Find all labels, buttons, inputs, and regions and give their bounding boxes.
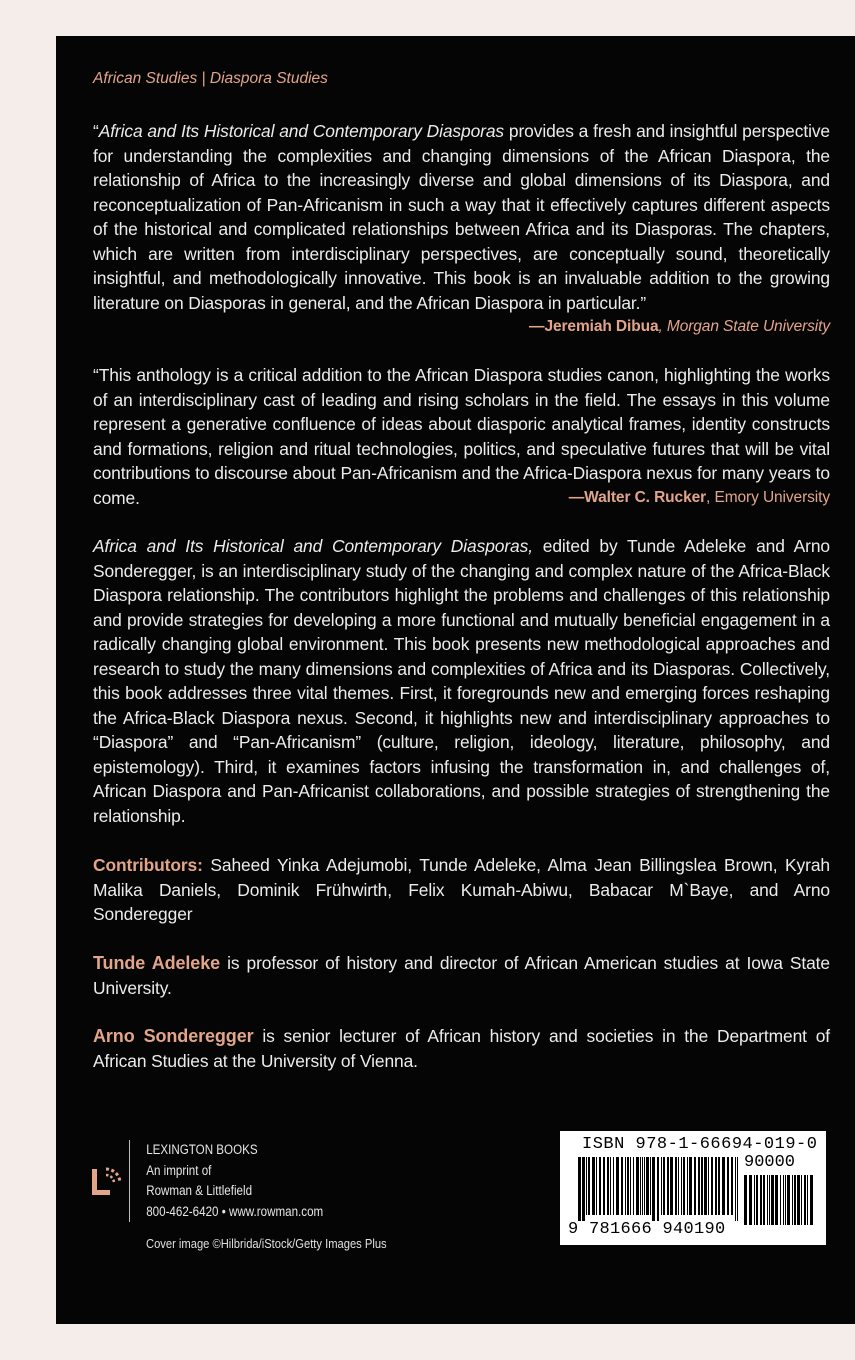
book-back-cover (56, 36, 855, 1324)
barcode-bar (621, 1157, 623, 1215)
barcode-bar (783, 1175, 784, 1225)
barcode-bar (582, 1157, 585, 1221)
barcode-bar (711, 1157, 713, 1215)
barcode-bar (644, 1157, 645, 1215)
barcode-bar (769, 1175, 770, 1225)
barcode-bar (588, 1157, 590, 1215)
book-title-italic: Africa and Its Historical and Contemporary Diasporas, (93, 536, 533, 556)
editor-bio-2 (93, 1024, 830, 1073)
barcode-bar (797, 1175, 800, 1225)
barcode-bar (735, 1157, 736, 1221)
publisher-logo-icon (92, 1165, 122, 1199)
barcode-bar (763, 1175, 765, 1225)
description-text: edited by Tunde Adeleke and Arno Sonderegger, is an interdisciplinary study of the changing and complex nature of the Africa-Black Diaspora relationship. The contributors highlight the problems and challenges of this relationship and provide strategies for developing a more functional and mutually beneficial engagement in a radically changing global environment. This book presents new methodological approaches and research to study the many dimensions and complexities of Africa and its Diasporas. Collectively, this book addresses three vital themes. First, it foregrounds new and emerging forces reshaping the Africa-Black Diaspora nexus. Second, it highlights new and interdisciplinary approaches to “Diaspora” and “Pan-Africanism” (culture, religion, ideology, literature, philosophy, and epistemology). Third, it examines factors infusing the transformation in, and challenges of, African Diaspora and Pan-Africanist collaborations, and possible strategies of strengthening the relationship. (93, 536, 830, 826)
editor-name: Arno Sonderegger (93, 1026, 254, 1046)
barcode-bar (767, 1175, 768, 1225)
barcode-bar (650, 1157, 651, 1215)
barcode-bar (681, 1157, 682, 1215)
barcode-bar (633, 1157, 634, 1215)
barcode-bar (708, 1157, 709, 1215)
barcode-bar (661, 1157, 662, 1215)
barcode-bar (785, 1175, 786, 1225)
barcode-bar (744, 1175, 747, 1225)
barcode-bar (652, 1157, 655, 1221)
contributors-names: Saheed Yinka Adejumobi, Tunde Adeleke, Alma Jean Billingslea Brown, Kyrah Malika Daniels, Dominik Frühwirth, Felix Kumah-Abiwu, Babacar M`Baye, and Arno Sonderegger (93, 855, 830, 924)
barcode-bar (737, 1157, 738, 1221)
barcode-bar (754, 1175, 755, 1225)
barcode-bar (646, 1157, 649, 1215)
barcode-bar (771, 1175, 774, 1225)
subject-categories: African Studies | Diaspora Studies (93, 70, 328, 87)
price-code: 90000 (744, 1153, 796, 1172)
cover-image-credit: Cover image ©Hilbrida/iStock/Getty Images Plus (146, 1236, 387, 1251)
quote-attribution: —Jeremiah Dibua, Morgan State University (529, 318, 830, 335)
barcode-bar (630, 1157, 631, 1215)
isbn-number: ISBN 978-1-66694-019-0 (582, 1135, 818, 1154)
barcode-bar (780, 1175, 781, 1225)
publisher-parent: Rowman & Littlefield (146, 1183, 253, 1198)
barcode-bar (607, 1157, 609, 1215)
barcode-bar (756, 1175, 758, 1225)
quote-text: “This anthology is a critical addition to the African Diaspora studies canon, highlighting the works of an interdisciplinary cast of leading and rising scholars in the field. The essays in this volume represent a generative confluence of ideas about diasporic analytical frames, identity constructs and formations, religion and ritual technologies, politics, and speculative futures that will be vital contributions to discourse about Pan-Africanism and the Africa-Diaspora nexus for many years to come. (93, 365, 830, 508)
barcode-bar (613, 1157, 614, 1215)
barcode-bar (731, 1157, 733, 1215)
editor-bio-1 (93, 951, 830, 1000)
editor-name: Tunde Adeleke (93, 953, 221, 973)
contributors-section (93, 853, 830, 927)
barcode-bar (694, 1157, 696, 1215)
barcode-bar (794, 1175, 796, 1225)
publisher-name: LEXINGTON BOOKS (146, 1142, 258, 1157)
barcode-bar (689, 1157, 692, 1215)
barcode-bar (610, 1157, 611, 1215)
book-title-italic: Africa and Its Historical and Contemporary Diasporas (98, 121, 505, 141)
barcode-bar (616, 1157, 619, 1215)
barcode-bar (698, 1157, 700, 1215)
barcode-bar (670, 1157, 673, 1215)
book-description (93, 534, 830, 828)
barcode-bar (640, 1157, 641, 1215)
barcode-bar (749, 1175, 752, 1225)
barcode-bar (625, 1157, 626, 1215)
publisher-info (129, 1140, 323, 1222)
barcode-bar (678, 1157, 679, 1215)
quote-attribution: —Walter C. Rucker, Emory University (568, 488, 830, 506)
barcode-bar (807, 1175, 808, 1225)
open-quote: “ (93, 121, 99, 141)
publisher-contact: 800-462-6420 • www.rowman.com (146, 1203, 324, 1219)
barcode-bar (760, 1175, 762, 1225)
barcode-bar (603, 1157, 605, 1215)
endorsement-quote-1 (93, 119, 830, 340)
barcode-bar (596, 1157, 597, 1215)
barcode-bar (704, 1157, 707, 1215)
barcode-bar (787, 1175, 790, 1225)
publisher-imprint: An imprint of (146, 1162, 212, 1178)
barcode-bar (715, 1157, 717, 1215)
barcode-bar (667, 1157, 669, 1215)
ean-barcode-bars (578, 1157, 738, 1221)
addon-barcode-bars (744, 1175, 814, 1233)
barcode-bar (657, 1157, 659, 1221)
barcode-bar (642, 1157, 643, 1215)
barcode-bar (701, 1157, 703, 1215)
contributors-label: Contributors: (93, 855, 203, 875)
bio-text: is senior lecturer of African history and societies in the Department of African Studies at the University of Vienna. (93, 1026, 831, 1071)
barcode-bar (804, 1175, 806, 1225)
barcode-bar (683, 1157, 685, 1215)
barcode-bar (792, 1175, 793, 1225)
barcode-bar (636, 1157, 639, 1215)
barcode-bar (592, 1157, 595, 1215)
barcode-bar (586, 1157, 587, 1215)
barcode-bar (718, 1157, 720, 1215)
barcode-bar (627, 1157, 629, 1215)
barcode-bar (675, 1157, 677, 1215)
barcode-bar (810, 1175, 813, 1225)
isbn-barcode (560, 1131, 826, 1245)
barcode-bar (722, 1157, 725, 1215)
barcode-bar (687, 1157, 688, 1215)
barcode-bar (663, 1157, 665, 1215)
quote-text: provides a fresh and insightful perspective for understanding the complexities and changing dimensions of the African Diaspora, the relationship of Africa to the increasingly diverse and global dimensions of its Diaspora, and reconceptualization of Pan-Africanism in such a way that it effectively captures different aspects of the historical and complicated relationships between Africa and its Diasporas. The chapters, which are written from interdisciplinary perspectives, are conceptually sound, theoretically insightful, and methodologically innovative. This book is an invaluable addition to the growing literature on Diasporas in general, and the African Diaspora in particular.” (93, 121, 830, 313)
ean-digits: 9 781666 940190 (568, 1220, 726, 1239)
barcode-bar (727, 1157, 729, 1215)
barcode-bar (578, 1157, 581, 1221)
barcode-bar (775, 1175, 778, 1225)
barcode-bar (599, 1157, 601, 1215)
barcode-bar (801, 1175, 802, 1225)
endorsement-quote-2 (93, 363, 830, 510)
bio-text: is professor of history and director of African American studies at Iowa State University. (93, 953, 830, 998)
